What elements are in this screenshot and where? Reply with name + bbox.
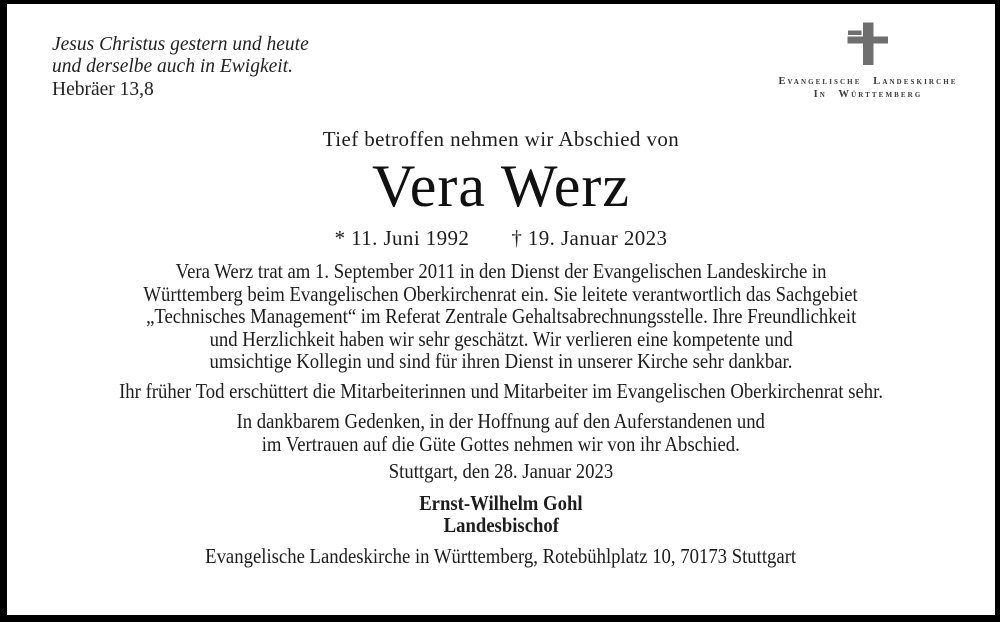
deceased-name: Vera Werz	[372, 153, 630, 219]
farewell-paragraph	[7, 410, 995, 455]
signatory-name: Ernst-Wilhelm Gohl	[419, 490, 583, 515]
life-dates	[7, 226, 995, 250]
signatory-title: Landesbischof	[443, 513, 559, 537]
signature	[7, 492, 995, 537]
tribute-line: Württemberg beim Evangelischen Oberkirchenrat ein. Sie leitete verantwortlich das Sachgebiet	[143, 281, 859, 306]
scripture-quote	[52, 34, 309, 101]
tribute-line: Vera Werz trat am 1. September 2011 in den Dienst der Evangelischen Landeskirche in	[175, 259, 827, 283]
church-name-line2: In Württemberg	[813, 89, 923, 100]
intro-line: Tief betroffen nehmen wir Abschied von	[322, 127, 680, 151]
church-name-line1: Evangelische Landeskirche	[778, 76, 958, 87]
tribute-paragraph	[7, 260, 995, 373]
tribute-line: „Technisches Management“ im Referat Zentrale Gehaltsabrechnungsstelle. Ihre Freundlichkeit	[145, 304, 857, 328]
tribute-line: umsichtige Kollegin und sind für ihren Dienst in unserer Kirche sehr dankbar.	[209, 349, 793, 373]
church-logo	[763, 20, 973, 101]
farewell-line: im Vertrauen auf die Güte Gottes nehmen wir von ihr Abschied.	[261, 431, 741, 456]
church-name	[763, 75, 973, 101]
death-date: † 19. Januar 2023	[511, 226, 668, 250]
quote-line: Jesus Christus gestern und heute	[52, 34, 309, 55]
birth-date: * 11. Juni 1992	[334, 226, 470, 250]
farewell-line: In dankbarem Gedenken, in der Hoffnung auf den Auferstandenen und	[236, 409, 766, 433]
church-cross-icon	[846, 20, 890, 66]
organization-address: Evangelische Landeskirche in Württemberg, Rotebühlplatz 10, 70173 Stuttgart	[205, 543, 797, 568]
dateline: Stuttgart, den 28. Januar 2023	[388, 459, 614, 483]
quote-line: und derselbe auch in Ewigkeit.	[52, 56, 293, 77]
impact-line: Ihr früher Tod erschüttert die Mitarbeiterinnen und Mitarbeiter im Evangelischen Oberkirchenrat sehr.	[119, 378, 883, 403]
obituary-body	[7, 127, 995, 567]
tribute-line: und Herzlichkeit haben wir sehr geschätzt. Wir verlieren eine kompetente und	[209, 326, 793, 351]
quote-source: Hebräer 13,8	[52, 79, 154, 100]
